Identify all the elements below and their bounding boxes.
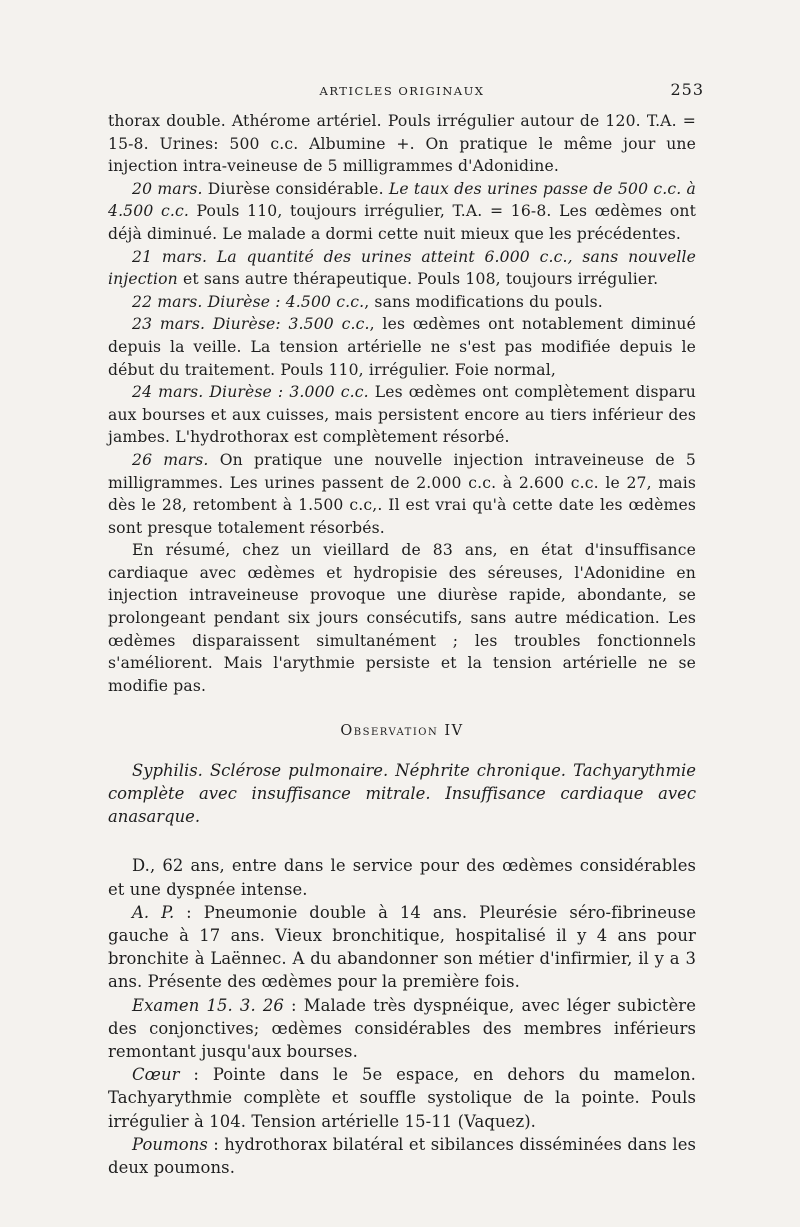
paragraph: Examen 15. 3. 26 : Malade très dyspnéique, avec léger subictère des conjonctives; œdèmes considérables des membres inférieurs remontant jusqu'aux bourses. bbox=[108, 995, 697, 1062]
paragraph: D., 62 ans, entre dans le service pour des œdèmes considérables et une dyspnée intense. bbox=[108, 856, 696, 899]
running-title: ARTICLES ORIGINAUX bbox=[319, 84, 485, 98]
paragraph: 21 mars. La quantité des urines atteint 6.000 c.c., sans nouvelle injection et sans autre thérapeutique. Pouls 108, toujours irrégulier. bbox=[108, 247, 696, 289]
paragraph: 26 mars. On pratique une nouvelle injection intraveineuse de 5 milligrammes. Les urines passent de 2.000 c.c. à 2.600 c.c. le 27, mais dès le 28, retombent à 1.500 c.c,. Il est vrai qu'à cette date les œdèmes sont presque totalement résorbés. bbox=[108, 450, 696, 537]
paragraph: A. P. : Pneumonie double à 14 ans. Pleurésie séro-fibrineuse gauche à 17 ans. Vieux bronchitique, hospitalisé il y 4 ans pour bronchite à Laënnec. A du abandonner son métier d'infirmier, il y a 3 ans. Présente des œdèmes pour la première fois. bbox=[108, 902, 696, 992]
running-header bbox=[108, 80, 704, 110]
observation-body bbox=[108, 854, 696, 1179]
paragraph: Poumons : hydrothorax bilatéral et sibilances disséminées dans les deux poumons. bbox=[108, 1134, 696, 1178]
case-title: Syphilis. Sclérose pulmonaire. Néphrite chronique. Tachyarythmie complète avec insuffisance mitrale. Insuffisance cardiaque avec anasarque. bbox=[108, 761, 696, 827]
summary-paragraph: En résumé, chez un vieillard de 83 ans, en état d'insuffisance cardiaque avec œdèmes et hydropisie des séreuses, l'Adonidine en injection intraveineuse provoque une diurèse rapide, abondante, se prolongeant pendant six jours consécutifs, sans autre médication. Les œdèmes disparaissent simultanément ; les troubles fonctionnels s'améliorent. Mais l'arythmie persiste et la tension artérielle ne se modifie pas. bbox=[108, 541, 696, 695]
page-number: 253 bbox=[670, 80, 704, 99]
paragraph: 23 mars. Diurèse: 3.500 c.c., les œdèmes ont notablement diminué depuis la veille. La tension artérielle ne s'est pas modifiée depuis le début du traitement. Pouls 110, irrégulier. Foie normal, bbox=[108, 315, 696, 379]
paragraph: 24 mars. Diurèse : 3.000 c.c. Les œdèmes ont complètement disparu aux bourses et aux cuisses, mais persistent encore au tiers inférieur des jambes. L'hydrothorax est complètement résorbé. bbox=[108, 383, 696, 447]
paragraph: 20 mars. Diurèse considérable. Le taux des urines passe de 500 c.c. à 4.500 c.c. Pouls 110, toujours irrégulier, T.A. = 16-8. Les œdèmes ont déjà diminué. Le malade a dormi cette nuit mieux que les précédentes. bbox=[108, 179, 696, 243]
observation-heading: Observation IV bbox=[340, 723, 464, 740]
paragraph: thorax double. Athérome artériel. Pouls irrégulier autour de 120. T.A. = 15-8. Urines: 500 c.c. Albumine +. On pratique le même jour une injection intra-veineuse de 5 milligrammes d'Adonidine. bbox=[108, 112, 696, 176]
case-continuation bbox=[108, 110, 696, 697]
paragraph: Cœur : Pointe dans le 5e espace, en dehors du mamelon. Tachyarythmie complète et souffle systolique de la pointe. Pouls irrégulier à 104. Tension artérielle 15-11 (Vaquez). bbox=[108, 1065, 696, 1131]
paragraph: 22 mars. Diurèse : 4.500 c.c., sans modifications du pouls. bbox=[132, 292, 603, 311]
